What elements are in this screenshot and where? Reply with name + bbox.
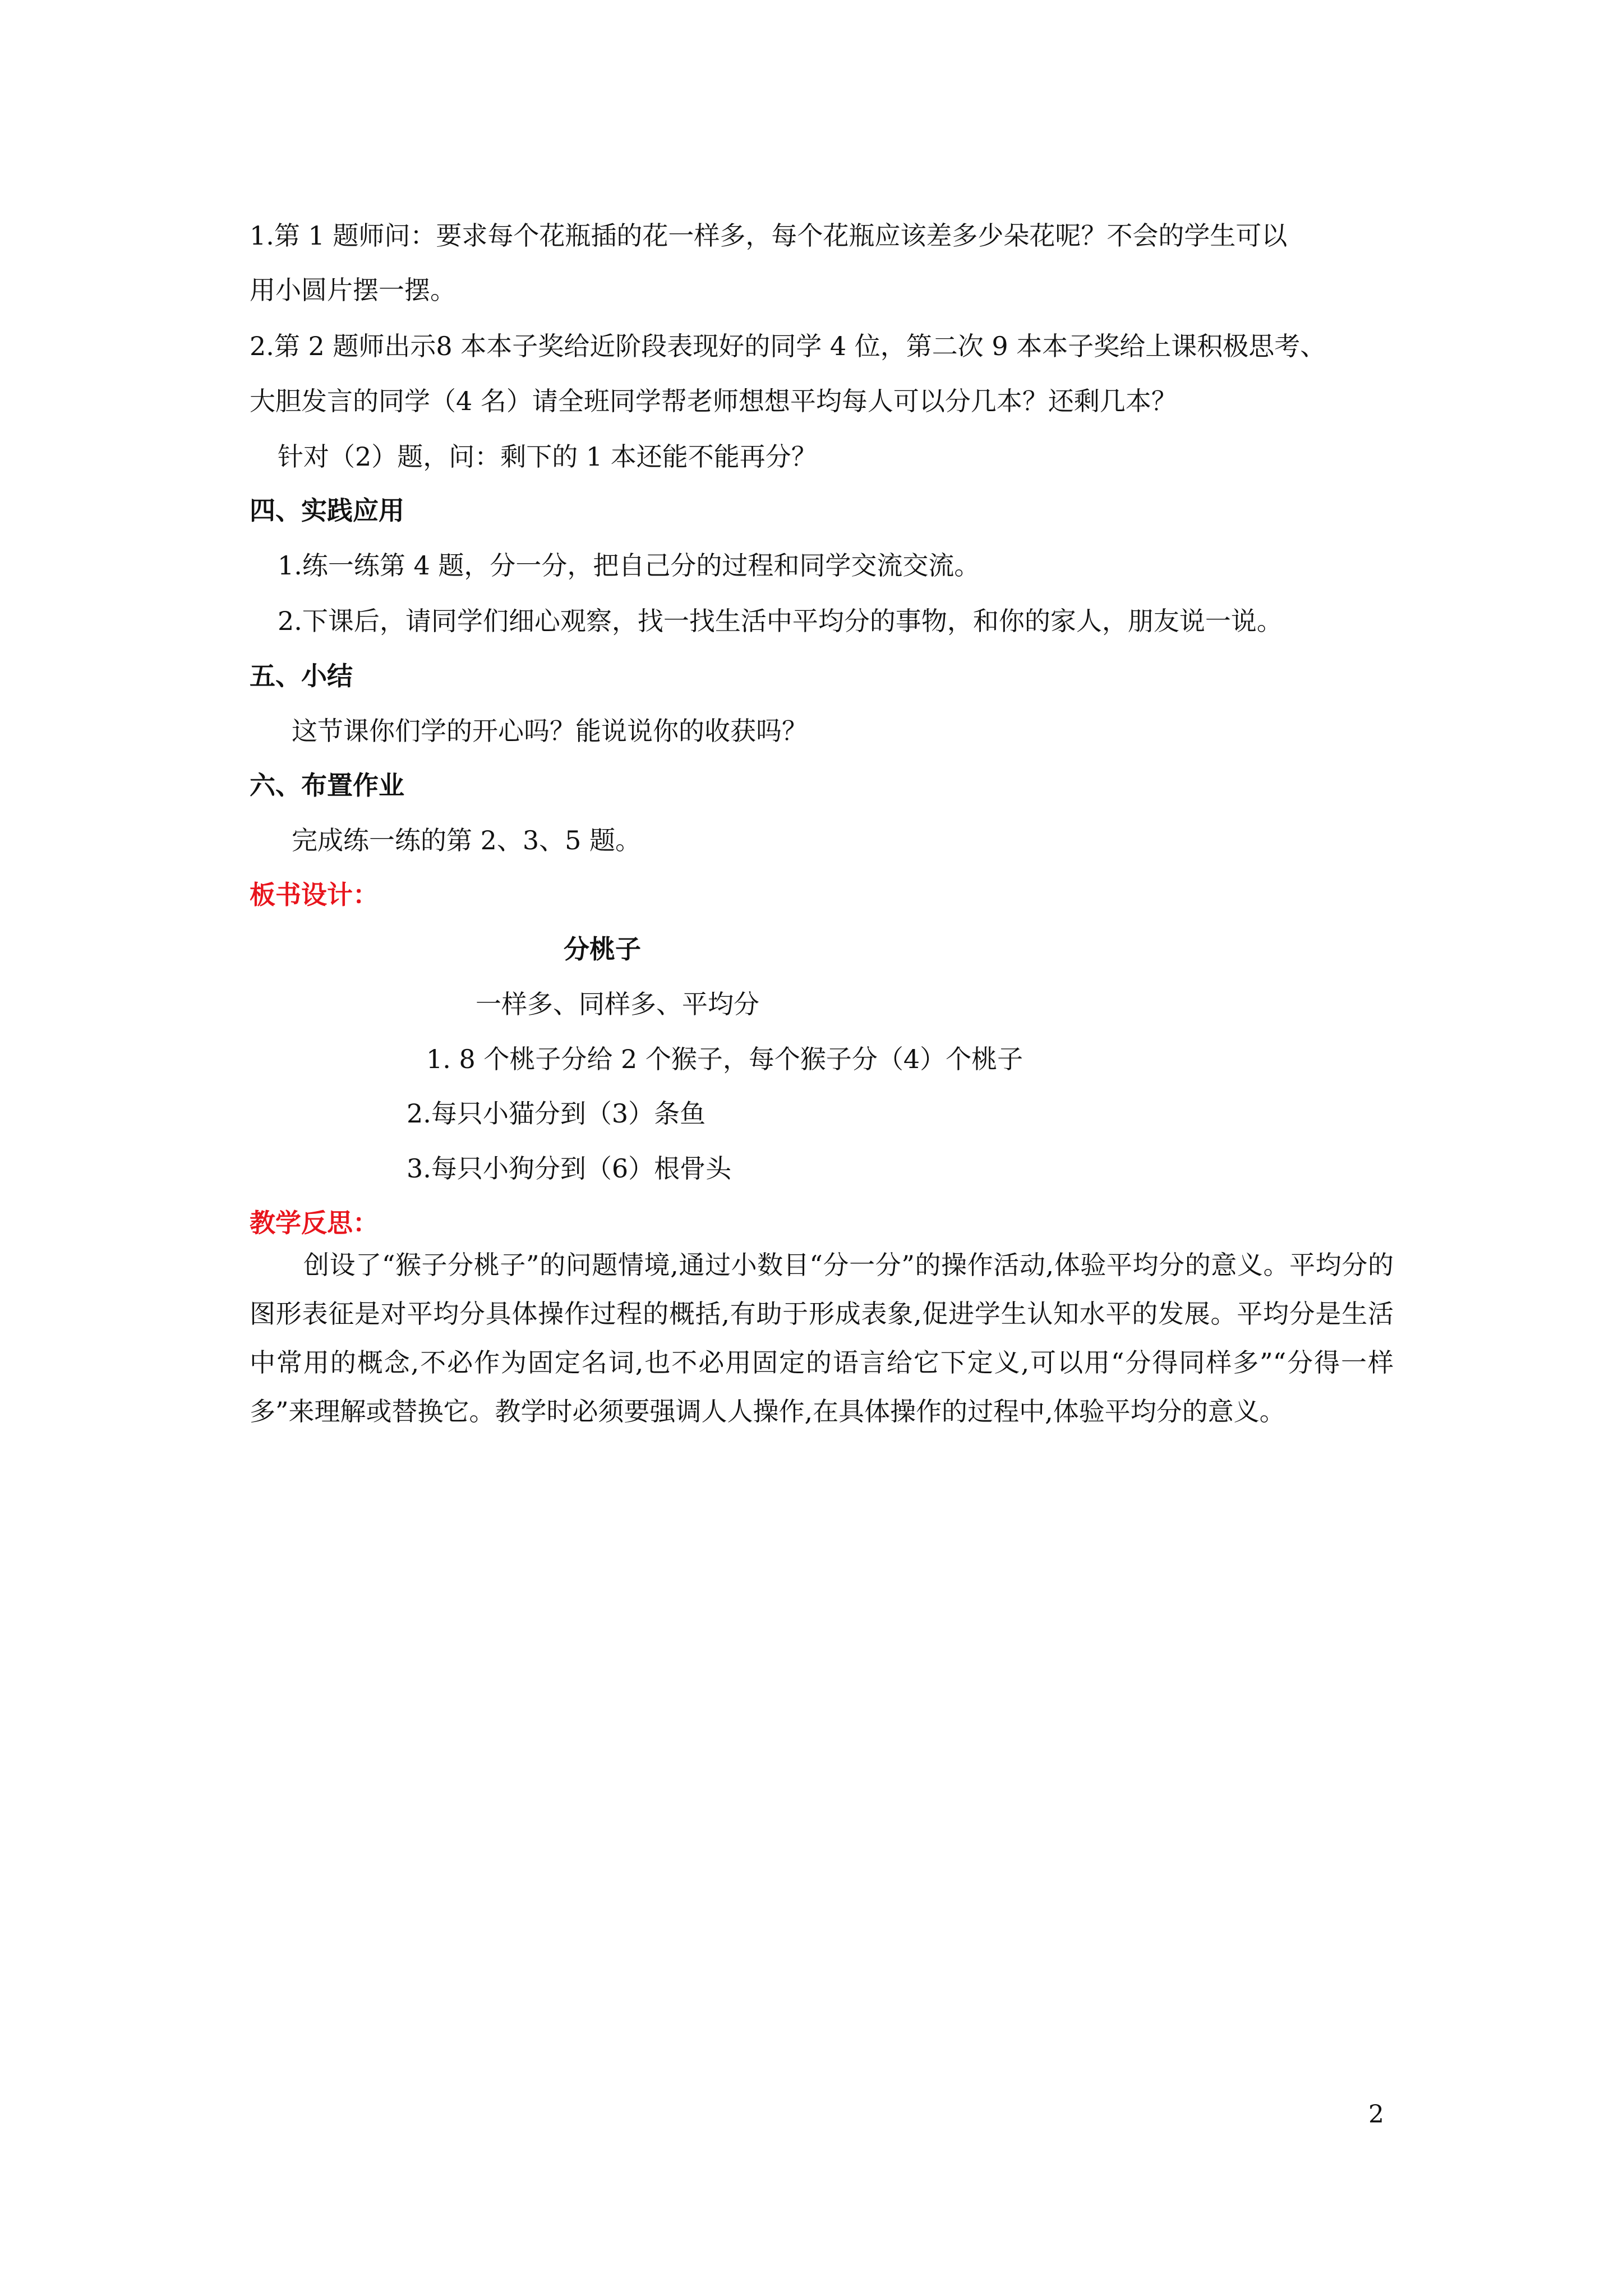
section-heading-summary: 五、小结 [250,661,353,691]
paragraph-line: 大胆发言的同学（4 名）请全班同学帮老师想想平均每人可以分几本？还剩几本？ [250,386,1177,416]
paragraph-line: 2.第 2 题师出示8 本本子奖给近阶段表现好的同学 4 位，第二次 9 本本子奖给上课积极思考、 [250,331,1326,361]
section-heading-homework: 六、布置作业 [250,770,404,800]
list-item: 2.下课后，请同学们细心观察，找一找生活中平均分的事物，和你的家人，朋友说一说。 [278,606,1283,636]
board-title: 分桃子 [564,934,641,964]
paragraph-line: 针对（2）题，问：剩下的 1 本还能不能再分？ [278,441,817,472]
list-item: 1.练一练第 4 题，分一分，把自己分的过程和同学交流交流。 [278,550,980,581]
paragraph-line: 1.第 1 题师问：要求每个花瓶插的花一样多，每个花瓶应该差多少朵花呢？不会的学生可以 [250,220,1288,251]
board-subtitle: 一样多、同样多、平均分 [476,989,759,1019]
summary-text: 这节课你们学的开心吗？能说说你的收获吗？ [292,716,808,746]
paragraph-line: 用小圆片摆一摆。 [250,275,456,305]
reflection-text: 创设了“猴子分桃子”的问题情境,通过小数目“分一分”的操作活动,体验平均分的意义。平均分的图形表征是对平均分具体操作过程的概括,有助于形成表象,促进学生认知水平的发展。平均分是生活中常用的概念,不必作为固定名词,也不必用固定的语言给它下定义,可以用“分得同样多”“分得一样多”来理解或替换它。教学时必须要强调人人操作,在具体操作的过程中,体验平均分的意义。 [250,1250,1394,1427]
board-item: 2.每只小猫分到（3）条鱼 [407,1098,706,1129]
page-number: 2 [1368,2100,1384,2129]
reflection-heading: 教学反思： [250,1208,379,1238]
section-heading-practice: 四、实践应用 [250,495,404,526]
board-item: 3.每只小狗分到（6）根骨头 [407,1153,732,1184]
homework-text: 完成练一练的第 2、3、5 题。 [292,825,642,855]
board-item: 1. 8 个桃子分给 2 个猴子，每个猴子分（4）个桃子 [426,1044,1023,1074]
board-design-heading: 板书设计： [250,880,379,910]
